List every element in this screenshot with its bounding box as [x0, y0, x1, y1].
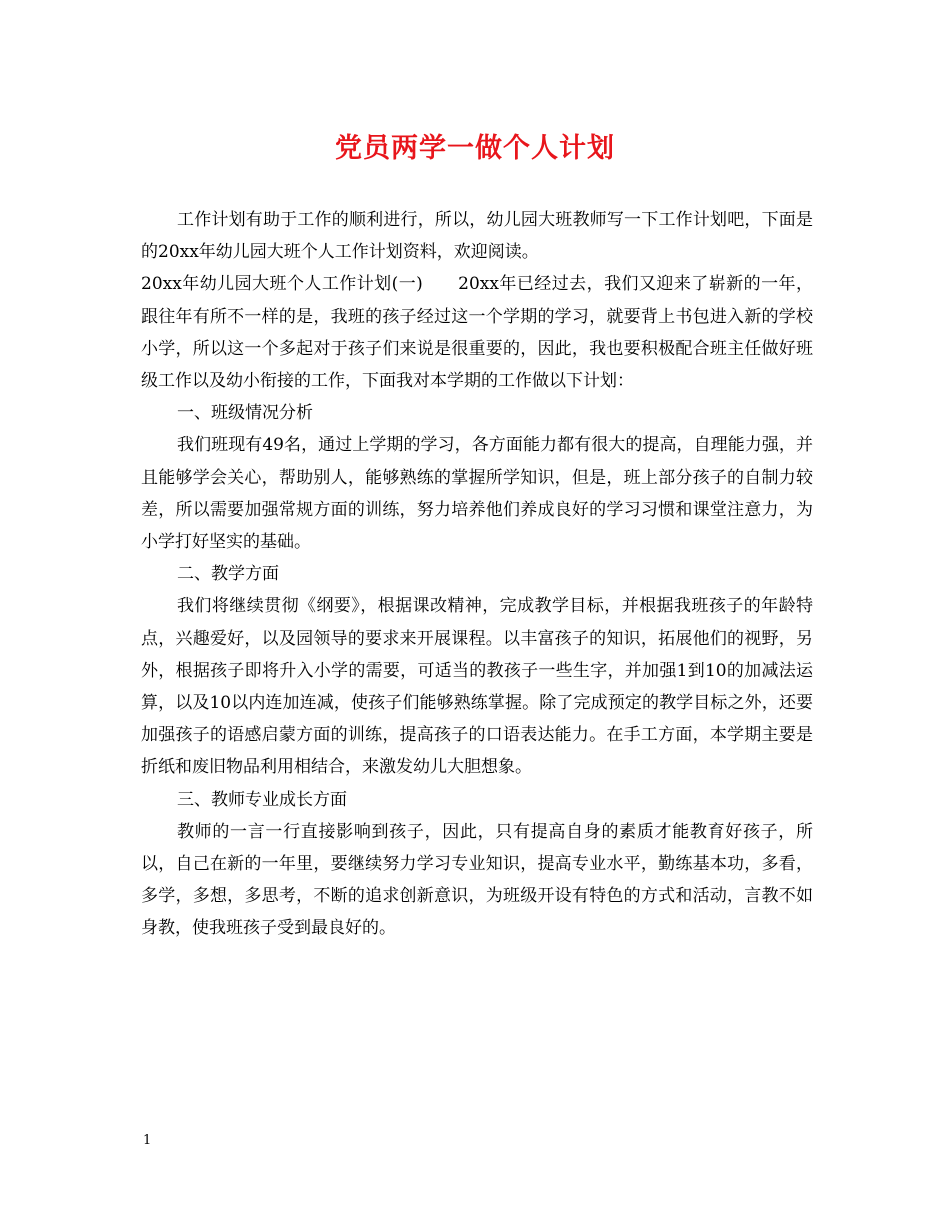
- section-heading-teacher-growth: 三、教师专业成长方面: [177, 789, 347, 810]
- intro-paragraph: 工作计划有助于工作的顺利进行，所以，幼儿园大班教师写一下工作计划吧，下面是的20xx年幼儿园大班个人工作计划资料，欢迎阅读。: [141, 210, 813, 263]
- teaching-paragraph: 我们将继续贯彻《纲要》，根据课改精神，完成教学目标，并根据我班孩子的年龄特点，兴趣爱好，以及园领导的要求来开展课程。以丰富孩子的知识，拓展他们的视野，另外，根据孩子即将升入小学的需要，可适当的教孩子一些生字，并加强1到10的加减法运算，以及10以内连加连减，使孩子们能够熟练掌握。除了完成预定的教学目标之外，还要加强孩子的语感启蒙方面的训练，提高孩子的口语表达能力。在手工方面，本学期主要是折纸和废旧物品利用相结合，来激发幼儿大胆想象。: [141, 596, 813, 778]
- plan-heading-paragraph: 20xx年幼儿园大班个人工作计划(一) 20xx年已经过去，我们又迎来了崭新的一年，跟往年有所不一样的是，我班的孩子经过这一个学期的学习，就要背上书包进入新的学校小学，所以这一个多起对于孩子们来说是很重要的，因此，我也要积极配合班主任做好班级工作以及幼小衔接的工作，下面我对本学期的工作做以下计划：: [141, 274, 813, 392]
- section-heading-teaching: 二、教学方面: [177, 564, 279, 585]
- page-number: 1: [143, 1133, 152, 1148]
- document-title: 党员两学一做个人计划: [335, 133, 615, 164]
- class-analysis-paragraph: 我们班现有49名，通过上学期的学习，各方面能力都有很大的提高，自理能力强，并且能够学会关心，帮助别人，能够熟练的掌握所学知识，但是，班上部分孩子的自制力较差，所以需要加强常规方面的训练，努力培养他们养成良好的学习习惯和课堂注意力，为小学打好坚实的基础。: [141, 435, 813, 553]
- teacher-growth-paragraph: 教师的一言一行直接影响到孩子，因此，只有提高自身的素质才能教育好孩子，所以，自己在新的一年里，要继续努力学习专业知识，提高专业水平，勤练基本功，多看，多学，多想，多思考，不断的追求创新意识，为班级开设有特色的方式和活动，言教不如身教，使我班孩子受到最良好的。: [141, 821, 813, 939]
- section-heading-class-analysis: 一、班级情况分析: [177, 403, 313, 424]
- document-body: [141, 204, 813, 945]
